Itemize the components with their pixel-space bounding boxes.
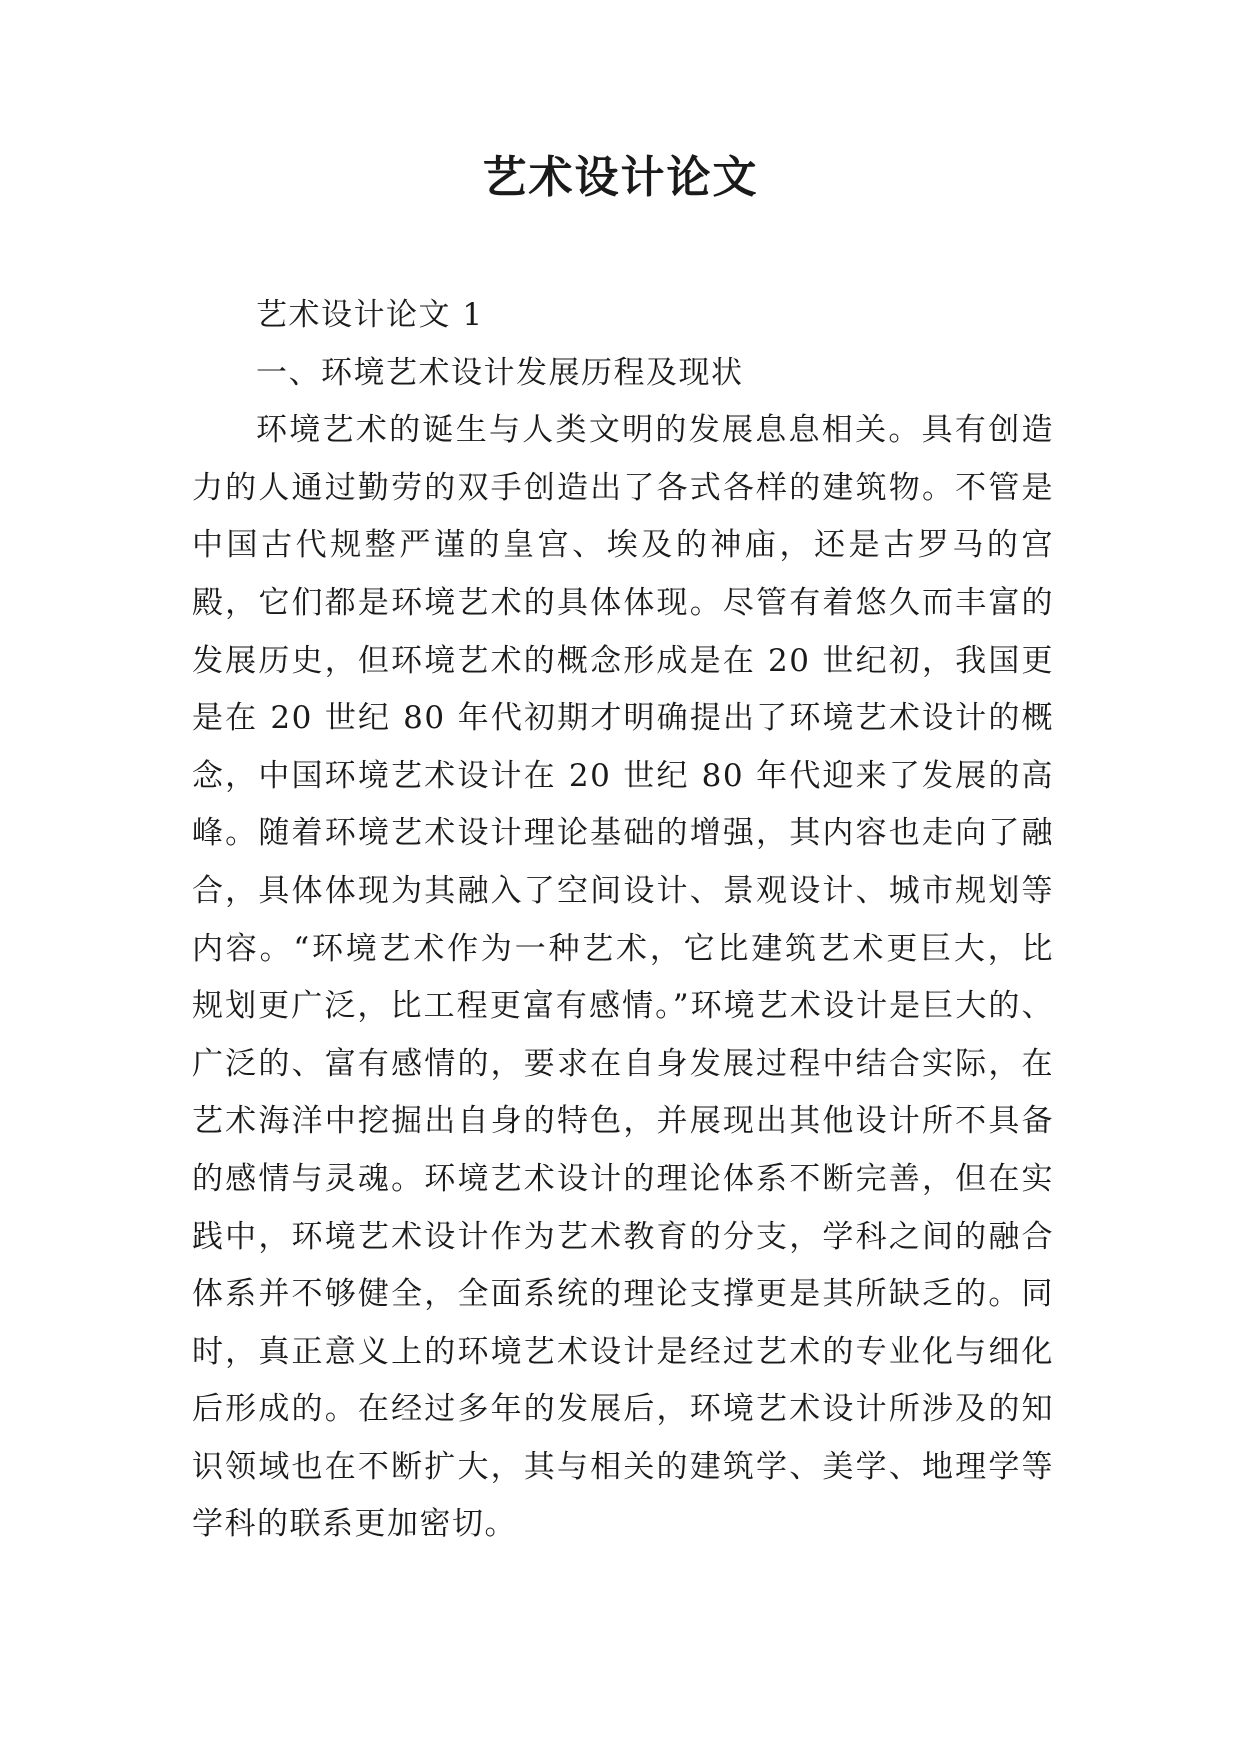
article-subtitle: 艺术设计论文 1 (256, 297, 484, 333)
body-paragraph: 环境艺术的诞生与人类文明的发展息息相关。具有创造力的人通过勤劳的双手创造出了各式各样的建筑物。不管是中国古代规整严谨的皇宫、埃及的神庙，还是古罗马的宫殿，它们都是环境艺术的具体体现。尽管有着悠久而丰富的发展历史，但环境艺术的概念形成是在 20 世纪初，我国更是在 20 世纪 80 年代初期才明确提出了环境艺术设计的概念，中国环境艺术设计在 20 世纪 80 年代迎来了发展的高峰。随着环境艺术设计理论基础的增强，其内容也走向了融合，具体体现为其融入了空间设计、景观设计、城市规划等内容。“环境艺术作为一种艺术，它比建筑艺术更巨大，比规划更广泛，比工程更富有感情。”环境艺术设计是巨大的、广泛的、富有感情的，要求在自身发展过程中结合实际，在艺术海洋中挖掘出自身的特色，并展现出其他设计所不具备的感情与灵魂。环境艺术设计的理论体系不断完善，但在实践中，环境艺术设计作为艺术教育的分支，学科之间的融合体系并不够健全，全面系统的理论支撑更是其所缺乏的。同时，真正意义上的环境艺术设计是经过艺术的专业化与细化后形成的。在经过多年的发展后，环境艺术设计所涉及的知识领域也在不断扩大，其与相关的建筑学、美学、地理学等学科的联系更加密切。 (192, 412, 1054, 1543)
document-body (192, 287, 1054, 1554)
section-heading: 一、环境艺术设计发展历程及现状 (256, 354, 744, 391)
document-title: 艺术设计论文 (482, 152, 759, 203)
